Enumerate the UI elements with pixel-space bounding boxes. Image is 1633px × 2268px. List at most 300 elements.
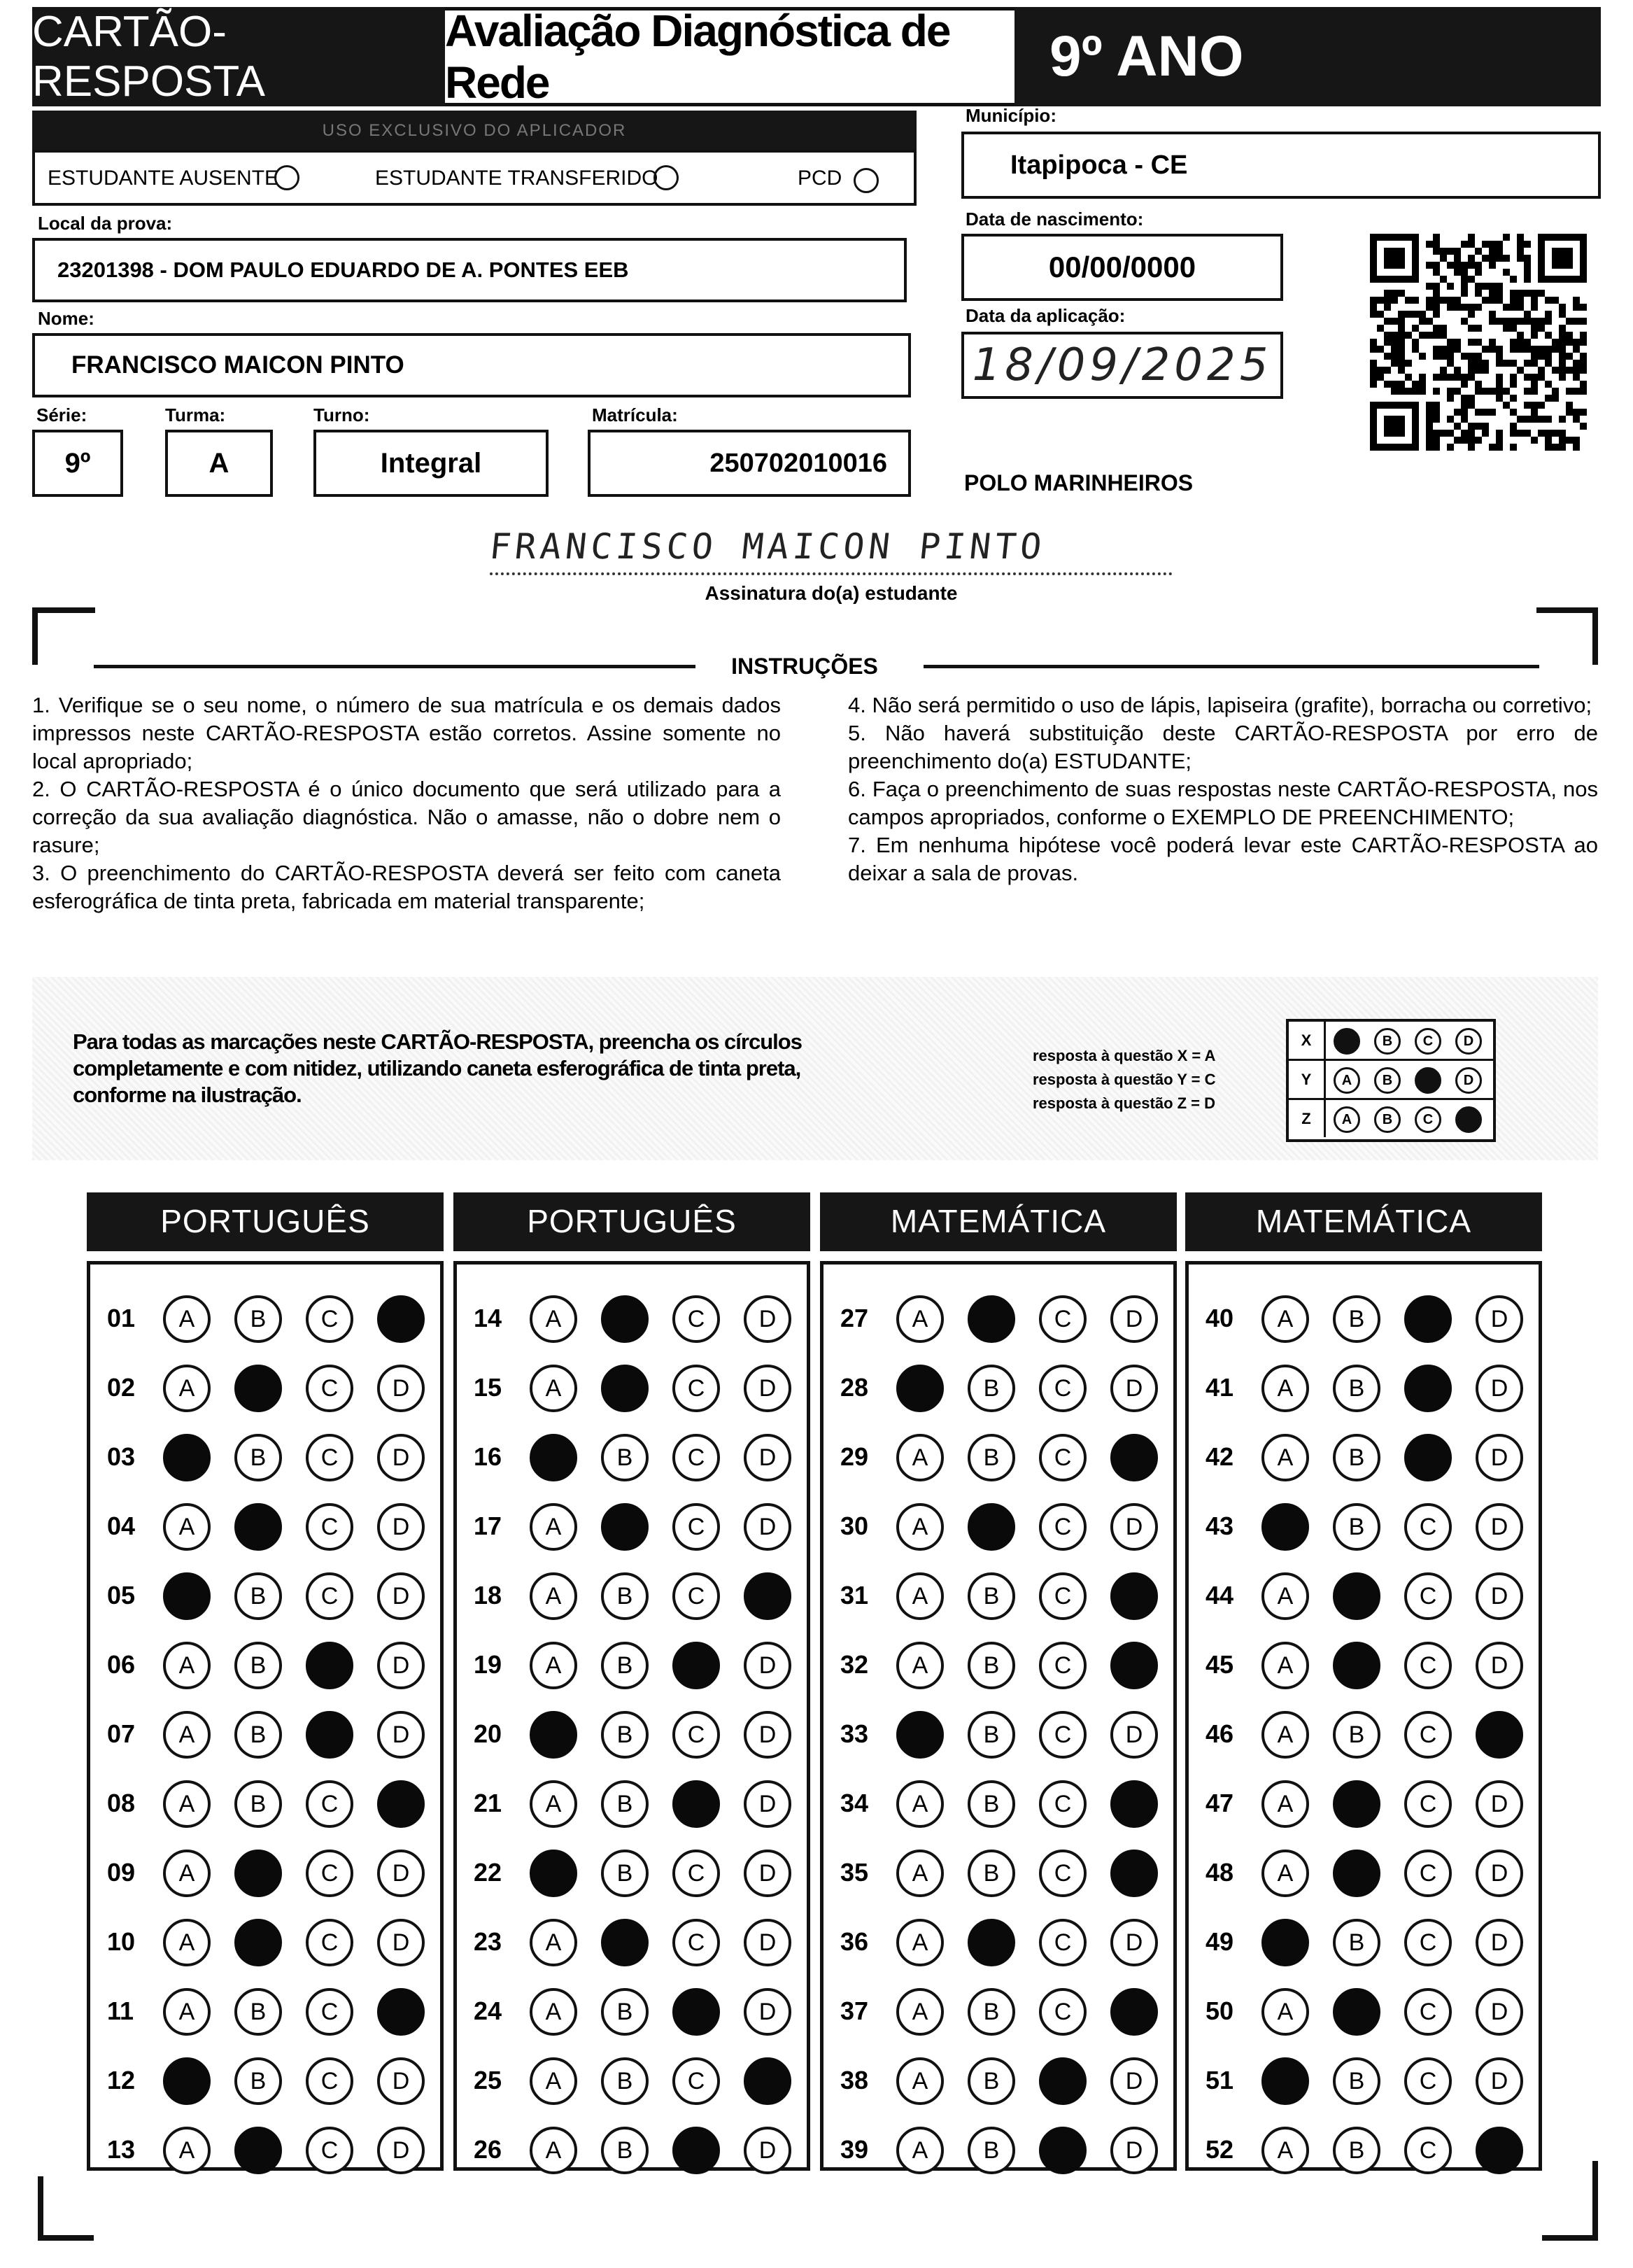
question-row (457, 1499, 807, 1555)
example-grid (1286, 1019, 1496, 1142)
question-number: 13 (107, 2135, 136, 2164)
answer-bubble-c[interactable]: C (306, 2127, 353, 2174)
answer-bubble-c[interactable]: C (306, 1780, 353, 1828)
answer-bubble-b[interactable]: B (1333, 1434, 1380, 1481)
answer-bubble-a[interactable]: A (530, 1434, 577, 1481)
answer-bubble-c[interactable]: C (672, 2057, 720, 2105)
question-row (1189, 1637, 1539, 1693)
answer-bubble-c[interactable]: C (1404, 1988, 1452, 2036)
question-row (1189, 1291, 1539, 1347)
question-row (457, 1360, 807, 1416)
example-bubble-c: C (1415, 1028, 1441, 1055)
municipio-field: Itapipoca - CE (961, 132, 1601, 199)
absent-label: ESTUDANTE AUSENTE (48, 167, 279, 190)
answer-bubble-a[interactable]: A (1261, 1780, 1309, 1828)
answer-bubble-b[interactable]: B (968, 2127, 1015, 2174)
question-row (823, 1499, 1173, 1555)
question-number: 50 (1206, 1996, 1234, 2025)
question-number: 35 (840, 1858, 869, 1887)
question-number: 26 (474, 2135, 502, 2164)
answer-bubble-c[interactable]: C (1039, 1572, 1087, 1620)
answer-bubble-a[interactable]: A (896, 2127, 944, 2174)
answer-bubble-a[interactable]: A (896, 2057, 944, 2105)
answer-bubble-b[interactable]: B (234, 2057, 282, 2105)
answer-bubble-a[interactable]: A (530, 1503, 577, 1551)
question-number: 06 (107, 1650, 136, 1679)
answer-bubble-b[interactable]: B (601, 1572, 649, 1620)
instruction-5: 5. Não haverá substituição deste CARTÃO-RESPOSTA por erro de preenchimento do(a) ESTUDANTE; (848, 721, 1598, 773)
answer-bubble-c[interactable]: C (1039, 1780, 1087, 1828)
answer-bubble-c[interactable]: C (306, 2057, 353, 2105)
answer-bubble-c[interactable]: C (306, 1503, 353, 1551)
question-number: 10 (107, 1927, 136, 1956)
answer-bubble-a[interactable]: A (896, 1850, 944, 1897)
header-center-title: Avaliação Diagnóstica de Rede (445, 7, 1015, 106)
answer-bubble-b[interactable]: B (234, 1503, 282, 1551)
answer-bubble-b[interactable]: B (601, 1711, 649, 1759)
answer-bubble-a[interactable]: A (896, 1780, 944, 1828)
answer-bubble-d[interactable]: D (744, 1988, 791, 2036)
answer-bubble-c[interactable]: C (306, 1365, 353, 1412)
question-row (457, 1568, 807, 1624)
answer-bubble-a[interactable]: A (163, 1711, 211, 1759)
question-row (823, 1637, 1173, 1693)
answer-bubble-a[interactable]: A (163, 2127, 211, 2174)
question-number: 20 (474, 1719, 502, 1748)
answer-bubble-b[interactable]: B (234, 1642, 282, 1689)
answer-bubble-a[interactable]: A (163, 1295, 211, 1343)
answer-bubble-b[interactable]: B (1333, 1642, 1380, 1689)
answer-bubble-d[interactable]: D (1110, 1850, 1158, 1897)
answer-bubble-d[interactable]: D (744, 1642, 791, 1689)
answer-bubble-c[interactable]: C (672, 1780, 720, 1828)
answer-bubble-c[interactable]: C (1404, 2057, 1452, 2105)
answer-bubble-c[interactable]: C (306, 1642, 353, 1689)
question-number: 36 (840, 1927, 869, 1956)
question-row (1189, 1915, 1539, 1971)
answer-bubble-a[interactable]: A (530, 1365, 577, 1412)
answer-bubble-d[interactable]: D (1476, 1572, 1523, 1620)
answer-bubble-d[interactable]: D (1110, 1988, 1158, 2036)
instructions-right (848, 691, 1598, 887)
answer-bubble-d[interactable]: D (1476, 1919, 1523, 1966)
pcd-checkbox[interactable] (854, 168, 879, 193)
answer-bubble-a[interactable]: A (896, 1434, 944, 1481)
answer-bubble-b[interactable]: B (1333, 2057, 1380, 2105)
answer-bubble-d[interactable]: D (744, 1919, 791, 1966)
answer-bubble-d[interactable]: D (1110, 1434, 1158, 1481)
answer-bubble-b[interactable]: B (601, 1295, 649, 1343)
corner-tr-h (1536, 607, 1598, 613)
answer-bubble-a[interactable]: A (1261, 1572, 1309, 1620)
answer-bubble-c[interactable]: C (1039, 1919, 1087, 1966)
instruction-6: 6. Faça o preenchimento de suas respostas neste CARTÃO-RESPOSTA, nos campos apropriados, conforme o EXEMPLO DE PREENCHIMENTO; (848, 777, 1598, 829)
answer-bubble-c[interactable]: C (306, 1988, 353, 2036)
applicator-title: USO EXCLUSIVO DO APLICADOR (32, 111, 917, 151)
answer-bubble-a[interactable]: A (1261, 1919, 1309, 1966)
question-row (90, 1915, 440, 1971)
question-number: 23 (474, 1927, 502, 1956)
answer-bubble-d[interactable]: D (1476, 1988, 1523, 2036)
answer-bubble-d[interactable]: D (377, 1711, 425, 1759)
answer-bubble-d[interactable]: D (1110, 1295, 1158, 1343)
answer-bubble-b[interactable]: B (234, 1711, 282, 1759)
answer-bubble-b[interactable]: B (234, 2127, 282, 2174)
answer-bubble-a[interactable]: A (896, 1711, 944, 1759)
answer-bubble-d[interactable]: D (377, 1572, 425, 1620)
name-field: FRANCISCO MAICON PINTO (32, 333, 911, 397)
question-row (823, 1707, 1173, 1763)
answer-bubble-b[interactable]: B (968, 1780, 1015, 1828)
answer-bubble-b[interactable]: B (968, 1434, 1015, 1481)
question-row (90, 2053, 440, 2109)
answer-bubble-c[interactable]: C (1039, 1642, 1087, 1689)
answer-bubble-a[interactable]: A (1261, 1642, 1309, 1689)
answer-bubble-c[interactable]: C (672, 1295, 720, 1343)
answer-bubble-b[interactable]: B (968, 1295, 1015, 1343)
answer-bubble-a[interactable]: A (1261, 1434, 1309, 1481)
answer-bubble-c[interactable]: C (672, 1711, 720, 1759)
answer-bubble-b[interactable]: B (1333, 2127, 1380, 2174)
answer-bubble-d[interactable]: D (1110, 2127, 1158, 2174)
answer-bubble-a[interactable]: A (163, 1850, 211, 1897)
answer-bubble-c[interactable]: C (306, 1919, 353, 1966)
answer-bubble-b[interactable]: B (968, 1988, 1015, 2036)
answer-bubble-d[interactable]: D (744, 1572, 791, 1620)
answer-bubble-d[interactable]: D (1110, 1711, 1158, 1759)
answer-bubble-d[interactable]: D (1476, 1850, 1523, 1897)
answer-bubble-b[interactable]: B (968, 1711, 1015, 1759)
answer-bubble-a[interactable]: A (530, 1295, 577, 1343)
answer-bubble-a[interactable]: A (896, 1365, 944, 1412)
answer-panel (820, 1261, 1177, 2171)
answer-bubble-d[interactable]: D (744, 1850, 791, 1897)
answer-bubble-b[interactable]: B (1333, 1919, 1380, 1966)
answer-bubble-b[interactable]: B (968, 1503, 1015, 1551)
question-number: 28 (840, 1373, 869, 1402)
question-number: 31 (840, 1581, 869, 1610)
answer-bubble-c[interactable]: C (1404, 1919, 1452, 1966)
answer-bubble-b[interactable]: B (968, 1365, 1015, 1412)
answer-bubble-a[interactable]: A (896, 1642, 944, 1689)
answer-bubble-b[interactable]: B (968, 1572, 1015, 1620)
answer-bubble-c[interactable]: C (306, 1434, 353, 1481)
answer-bubble-d[interactable]: D (377, 1365, 425, 1412)
answer-bubble-d[interactable]: D (377, 1503, 425, 1551)
answer-bubble-a[interactable]: A (530, 1572, 577, 1620)
answer-bubble-b[interactable]: B (234, 1365, 282, 1412)
answer-bubble-c[interactable]: C (672, 1988, 720, 2036)
answer-bubble-c[interactable]: C (672, 1503, 720, 1551)
answer-bubble-b[interactable]: B (601, 1365, 649, 1412)
answer-bubble-d[interactable]: D (1110, 2057, 1158, 2105)
answer-bubble-a[interactable]: A (530, 1988, 577, 2036)
question-number: 43 (1206, 1512, 1234, 1540)
question-number: 48 (1206, 1858, 1234, 1887)
answer-panel (87, 1261, 444, 2171)
answer-bubble-d[interactable]: D (1110, 1642, 1158, 1689)
answer-bubble-a[interactable]: A (1261, 1711, 1309, 1759)
answer-bubble-d[interactable]: D (744, 1711, 791, 1759)
answer-bubble-b[interactable]: B (1333, 1850, 1380, 1897)
answer-bubble-a[interactable]: A (530, 1919, 577, 1966)
answer-bubble-a[interactable]: A (1261, 1295, 1309, 1343)
answer-bubble-b[interactable]: B (234, 1434, 282, 1481)
answer-bubble-a[interactable]: A (896, 1295, 944, 1343)
answer-bubble-b[interactable]: B (601, 1780, 649, 1828)
answer-bubble-c[interactable]: C (1039, 1988, 1087, 2036)
transferred-label: ESTUDANTE TRANSFERIDO (375, 167, 658, 190)
answer-bubble-a[interactable]: A (163, 1988, 211, 2036)
answer-bubble-a[interactable]: A (163, 2057, 211, 2105)
answer-bubble-b[interactable]: B (601, 2127, 649, 2174)
answer-bubble-a[interactable]: A (530, 1780, 577, 1828)
instructions-left (32, 691, 781, 915)
answer-bubble-d[interactable]: D (1110, 1780, 1158, 1828)
answer-bubble-b[interactable]: B (234, 1295, 282, 1343)
question-row (90, 1499, 440, 1555)
answer-bubble-a[interactable]: A (530, 1642, 577, 1689)
question-row (1189, 2053, 1539, 2109)
answer-bubble-a[interactable]: A (163, 1434, 211, 1481)
answer-bubble-c[interactable]: C (1039, 1711, 1087, 1759)
answer-bubble-b[interactable]: B (601, 2057, 649, 2105)
answer-bubble-a[interactable]: A (1261, 2127, 1309, 2174)
question-row (457, 2053, 807, 2109)
answer-bubble-a[interactable]: A (1261, 1988, 1309, 2036)
answer-bubble-d[interactable]: D (1110, 1503, 1158, 1551)
corner-tr-v (1592, 607, 1598, 665)
answer-bubble-c[interactable]: C (1039, 1295, 1087, 1343)
example-bubble-a: A (1334, 1106, 1360, 1133)
answer-bubble-d[interactable]: D (1476, 1365, 1523, 1412)
answer-bubble-c[interactable]: C (1404, 1780, 1452, 1828)
instruction-2: 2. O CARTÃO-RESPOSTA é o único documento que será utilizado para a correção da sua avaliação diagnóstica. Não o amasse, não o dobre nem o rasure; (32, 777, 781, 857)
answer-bubble-c[interactable]: C (1404, 1850, 1452, 1897)
answer-bubble-c[interactable]: C (306, 1295, 353, 1343)
question-row (823, 2122, 1173, 2178)
answer-bubble-d[interactable]: D (1476, 2057, 1523, 2105)
answer-bubble-d[interactable]: D (1110, 1365, 1158, 1412)
signature-label: Assinatura do(a) estudante (705, 582, 958, 604)
municipio-label: Município: (966, 105, 1056, 126)
answer-bubble-a[interactable]: A (896, 1503, 944, 1551)
answer-bubble-b[interactable]: B (968, 1642, 1015, 1689)
answer-bubble-b[interactable]: B (601, 1850, 649, 1897)
question-number: 03 (107, 1442, 136, 1471)
question-row (1189, 1707, 1539, 1763)
question-number: 37 (840, 1996, 869, 2025)
answer-bubble-c[interactable]: C (1404, 1295, 1452, 1343)
answer-bubble-a[interactable]: A (163, 1572, 211, 1620)
answer-bubble-b[interactable]: B (968, 2057, 1015, 2105)
absent-checkbox[interactable] (274, 165, 299, 190)
answer-bubble-c[interactable]: C (1039, 1850, 1087, 1897)
answer-bubble-c[interactable]: C (1404, 2127, 1452, 2174)
answer-bubble-d[interactable]: D (1110, 1572, 1158, 1620)
turno-label: Turno: (313, 404, 370, 425)
question-number: 49 (1206, 1927, 1234, 1956)
question-number: 46 (1206, 1719, 1234, 1748)
local-label: Local da prova: (38, 213, 173, 234)
answer-bubble-c[interactable]: C (672, 1572, 720, 1620)
answer-bubble-a[interactable]: A (530, 2057, 577, 2105)
question-number: 07 (107, 1719, 136, 1748)
answer-bubble-a[interactable]: A (163, 1780, 211, 1828)
answer-bubble-d[interactable]: D (744, 1434, 791, 1481)
answer-bubble-b[interactable]: B (601, 1503, 649, 1551)
example-legend-x: resposta à questão X = A (1033, 1047, 1216, 1064)
answer-bubble-a[interactable]: A (163, 1642, 211, 1689)
question-number: 17 (474, 1512, 502, 1540)
answer-bubble-d[interactable]: D (1476, 1295, 1523, 1343)
answer-bubble-b[interactable]: B (234, 1780, 282, 1828)
answer-bubble-c[interactable]: C (672, 1919, 720, 1966)
answer-bubble-d[interactable]: D (377, 1434, 425, 1481)
answer-bubble-c[interactable]: C (1039, 1365, 1087, 1412)
question-number: 45 (1206, 1650, 1234, 1679)
example-row (1289, 1061, 1493, 1100)
answer-bubble-d[interactable]: D (1476, 1711, 1523, 1759)
answer-bubble-b[interactable]: B (1333, 1503, 1380, 1551)
answer-bubble-c[interactable]: C (306, 1572, 353, 1620)
answer-bubble-d[interactable]: D (744, 1780, 791, 1828)
answer-bubble-b[interactable]: B (234, 1988, 282, 2036)
answer-bubble-d[interactable]: D (377, 1919, 425, 1966)
answer-bubble-d[interactable]: D (377, 1850, 425, 1897)
question-row (90, 1845, 440, 1901)
answer-bubble-c[interactable]: C (1039, 1503, 1087, 1551)
answer-bubble-d[interactable]: D (377, 1988, 425, 2036)
answer-bubble-c[interactable]: C (1404, 1503, 1452, 1551)
example-bubble-c: C (1415, 1106, 1441, 1133)
answer-bubble-d[interactable]: D (1110, 1919, 1158, 1966)
answer-bubble-d[interactable]: D (1476, 1503, 1523, 1551)
question-number: 02 (107, 1373, 136, 1402)
question-number: 42 (1206, 1442, 1234, 1471)
answer-bubble-b[interactable]: B (968, 1850, 1015, 1897)
question-number: 08 (107, 1789, 136, 1817)
answer-bubble-b[interactable]: B (601, 1642, 649, 1689)
instructions-rule-left (94, 665, 695, 668)
answer-bubble-a[interactable]: A (896, 1572, 944, 1620)
answer-bubble-d[interactable]: D (377, 2127, 425, 2174)
example-bubble-a: A (1334, 1028, 1360, 1055)
answer-bubble-b[interactable]: B (1333, 1780, 1380, 1828)
question-row (823, 1291, 1173, 1347)
answer-bubble-b[interactable]: B (601, 1919, 649, 1966)
answer-bubble-a[interactable]: A (896, 1988, 944, 2036)
transferred-checkbox[interactable] (653, 165, 679, 190)
answer-bubble-c[interactable]: C (306, 1711, 353, 1759)
answer-bubble-d[interactable]: D (377, 1642, 425, 1689)
answer-bubble-d[interactable]: D (744, 1365, 791, 1412)
answer-bubble-c[interactable]: C (1404, 1711, 1452, 1759)
answer-bubble-c[interactable]: C (1404, 1642, 1452, 1689)
answer-bubble-c[interactable]: C (672, 2127, 720, 2174)
answer-bubble-a[interactable]: A (163, 1365, 211, 1412)
answer-bubble-c[interactable]: C (672, 1434, 720, 1481)
answer-bubble-d[interactable]: D (377, 2057, 425, 2105)
section-header: MATEMÁTICA (1185, 1192, 1542, 1251)
answer-bubble-a[interactable]: A (1261, 1503, 1309, 1551)
answer-bubble-a[interactable]: A (1261, 1365, 1309, 1412)
answer-bubble-d[interactable]: D (744, 2127, 791, 2174)
answer-bubble-b[interactable]: B (1333, 1365, 1380, 1412)
answer-bubble-d[interactable]: D (1476, 1434, 1523, 1481)
answer-bubble-b[interactable]: B (601, 1988, 649, 2036)
example-bubble-a: A (1334, 1067, 1360, 1094)
answer-bubble-c[interactable]: C (1039, 2127, 1087, 2174)
answer-bubble-c[interactable]: C (1404, 1572, 1452, 1620)
question-number: 16 (474, 1442, 502, 1471)
answer-bubble-b[interactable]: B (234, 1850, 282, 1897)
corner-bl-h (38, 2235, 94, 2241)
question-row (823, 1360, 1173, 1416)
answer-bubble-d[interactable]: D (744, 2057, 791, 2105)
question-row (457, 1707, 807, 1763)
answer-bubble-a[interactable]: A (530, 1711, 577, 1759)
answer-bubble-b[interactable]: B (1333, 1711, 1380, 1759)
question-number: 14 (474, 1304, 502, 1332)
question-number: 11 (107, 1996, 134, 2025)
question-row (457, 1984, 807, 2040)
turma-label: Turma: (165, 404, 226, 425)
question-row (90, 1360, 440, 1416)
answer-bubble-d[interactable]: D (377, 1780, 425, 1828)
example-legend-y: resposta à questão Y = C (1033, 1071, 1216, 1088)
answer-bubble-d[interactable]: D (744, 1503, 791, 1551)
instruction-1: 1. Verifique se o seu nome, o número de sua matrícula e os demais dados impressos neste CARTÃO-RESPOSTA estão corretos. Assine somente no local apropriado; (32, 693, 781, 773)
answer-bubble-c[interactable]: C (1404, 1365, 1452, 1412)
answer-bubble-a[interactable]: A (530, 1850, 577, 1897)
answer-bubble-d[interactable]: D (377, 1295, 425, 1343)
header-grade: 9º ANO (1015, 7, 1601, 106)
answer-bubble-a[interactable]: A (1261, 1850, 1309, 1897)
answer-bubble-c[interactable]: C (1039, 2057, 1087, 2105)
matricula-label: Matrícula: (592, 404, 678, 425)
example-bubble-b: B (1374, 1106, 1401, 1133)
answer-bubble-c[interactable]: C (306, 1850, 353, 1897)
answer-bubble-b[interactable]: B (1333, 1988, 1380, 2036)
answer-bubble-b[interactable]: B (234, 1572, 282, 1620)
answer-bubble-a[interactable]: A (530, 2127, 577, 2174)
answer-bubble-c[interactable]: C (1039, 1434, 1087, 1481)
answer-panel (453, 1261, 810, 2171)
example-bubble-c: C (1415, 1067, 1441, 1094)
answer-bubble-b[interactable]: B (968, 1919, 1015, 1966)
answer-bubble-d[interactable]: D (1476, 1642, 1523, 1689)
answer-bubble-a[interactable]: A (163, 1503, 211, 1551)
answer-bubble-b[interactable]: B (1333, 1572, 1380, 1620)
answer-bubble-b[interactable]: B (1333, 1295, 1380, 1343)
answer-bubble-a[interactable]: A (163, 1919, 211, 1966)
answer-bubble-a[interactable]: A (896, 1919, 944, 1966)
example-text: Para todas as marcações neste CARTÃO-RESPOSTA, preencha os círculos completamente e com nitidez, utilizando caneta esferográfica de tinta preta, conforme na ilustração. (73, 1029, 802, 1107)
answer-bubble-c[interactable]: C (672, 1365, 720, 1412)
answer-bubble-a[interactable]: A (1261, 2057, 1309, 2105)
answer-bubble-c[interactable]: C (672, 1850, 720, 1897)
answer-bubble-c[interactable]: C (672, 1642, 720, 1689)
answer-bubble-b[interactable]: B (601, 1434, 649, 1481)
answer-bubble-d[interactable]: D (1476, 1780, 1523, 1828)
answer-bubble-d[interactable]: D (1476, 2127, 1523, 2174)
answer-bubble-d[interactable]: D (744, 1295, 791, 1343)
answer-bubble-c[interactable]: C (1404, 1434, 1452, 1481)
answer-bubble-b[interactable]: B (234, 1919, 282, 1966)
question-row (823, 1776, 1173, 1832)
question-number: 27 (840, 1304, 869, 1332)
